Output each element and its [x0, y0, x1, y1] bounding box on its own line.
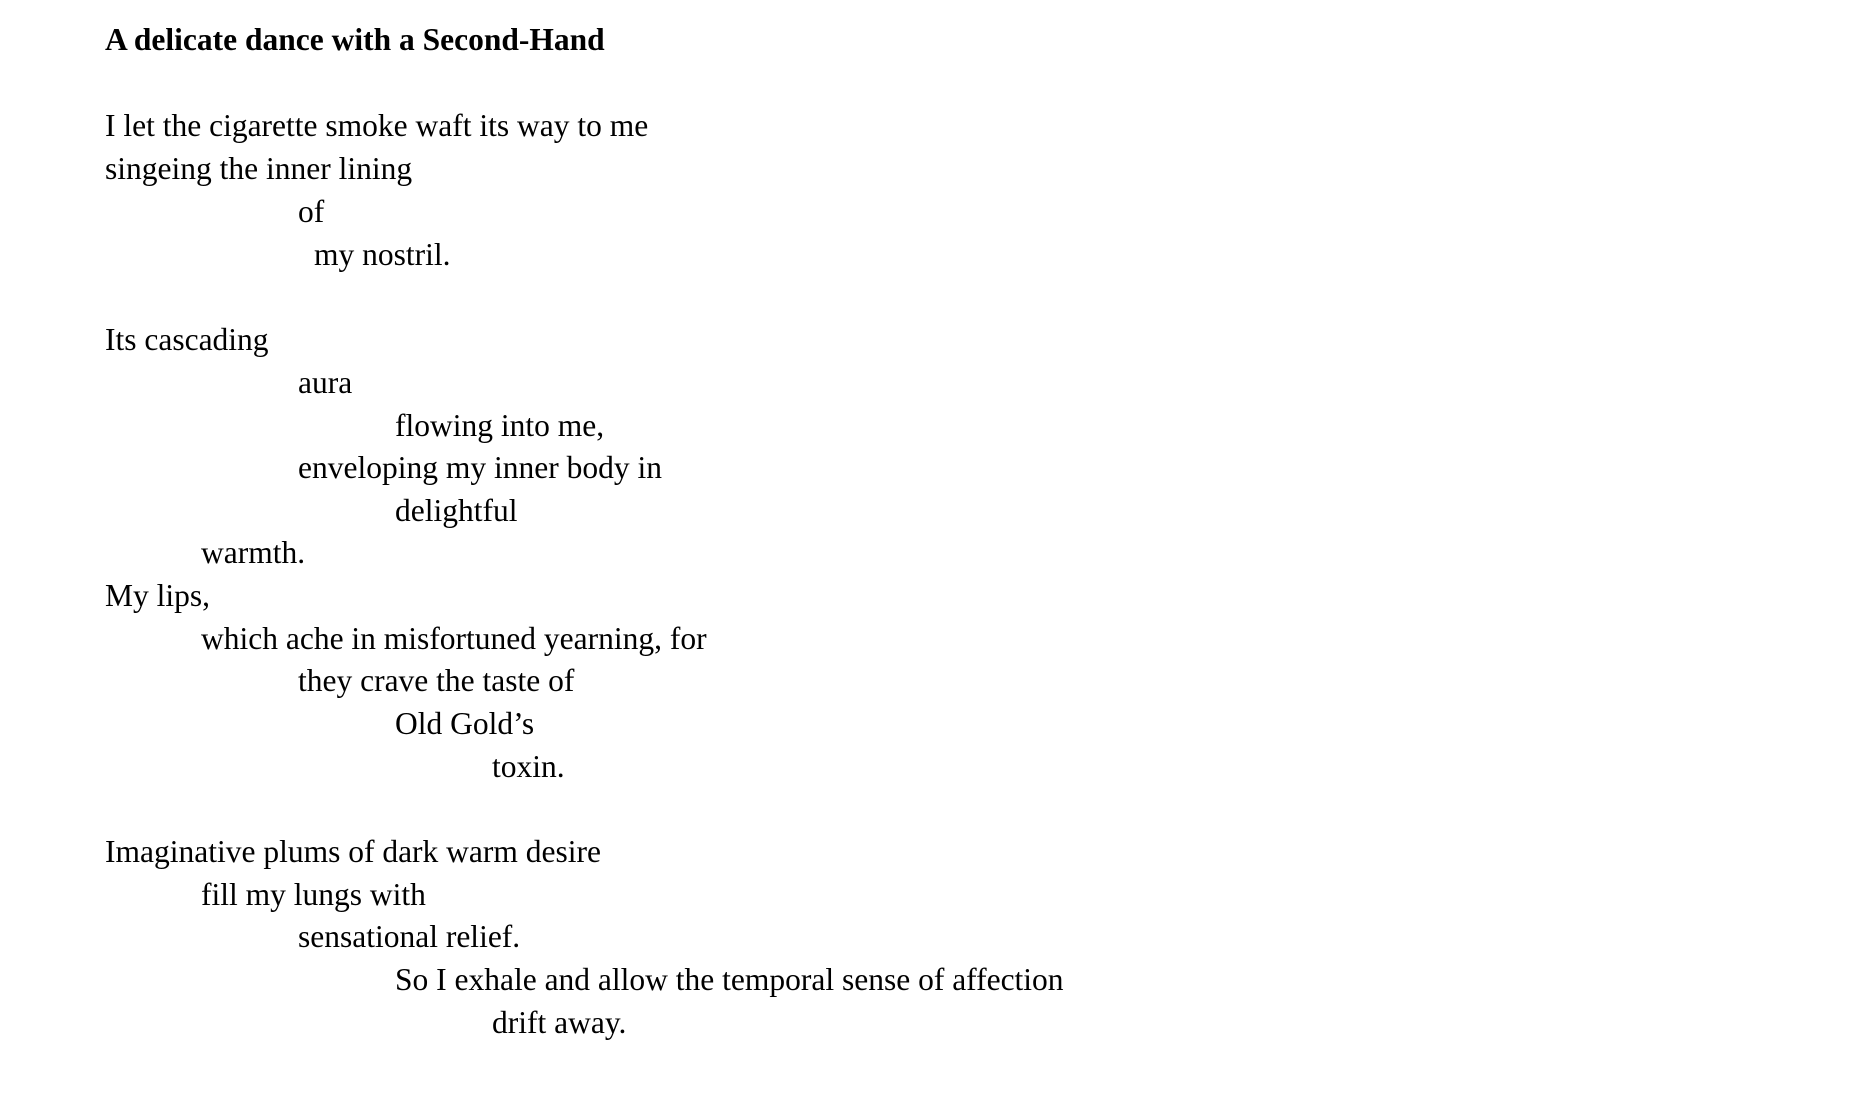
poem-title: A delicate dance with a Second-Hand [105, 22, 605, 57]
poem-line: fill my lungs with [201, 877, 426, 912]
poem-line: flowing into me, [395, 408, 605, 443]
poem-line: My lips, [105, 578, 211, 613]
poem-line: Old Gold’s [395, 706, 535, 741]
poem-line: Imaginative plums of dark warm desire [105, 834, 601, 869]
poem-line: warmth. [201, 535, 306, 570]
poem-line: sensational relief. [298, 919, 521, 954]
poem-line: delightful [395, 493, 518, 528]
poem-line: Its cascading [105, 322, 269, 357]
poem-line: drift away. [492, 1005, 627, 1040]
poem-line: aura [298, 365, 353, 400]
poem-line: my nostril. [314, 237, 451, 272]
poem-line: they crave the taste of [298, 663, 575, 698]
poem-line: enveloping my inner body in [298, 450, 662, 485]
poem-line: singeing the inner lining [105, 151, 413, 186]
poem-line: toxin. [492, 749, 565, 784]
poem-line: of [298, 194, 325, 229]
poem-line: I let the cigarette smoke waft its way to me [105, 108, 649, 143]
poem-line: which ache in misfortuned yearning, for [201, 621, 707, 656]
poem-line: So I exhale and allow the temporal sense of affection [395, 962, 1064, 997]
